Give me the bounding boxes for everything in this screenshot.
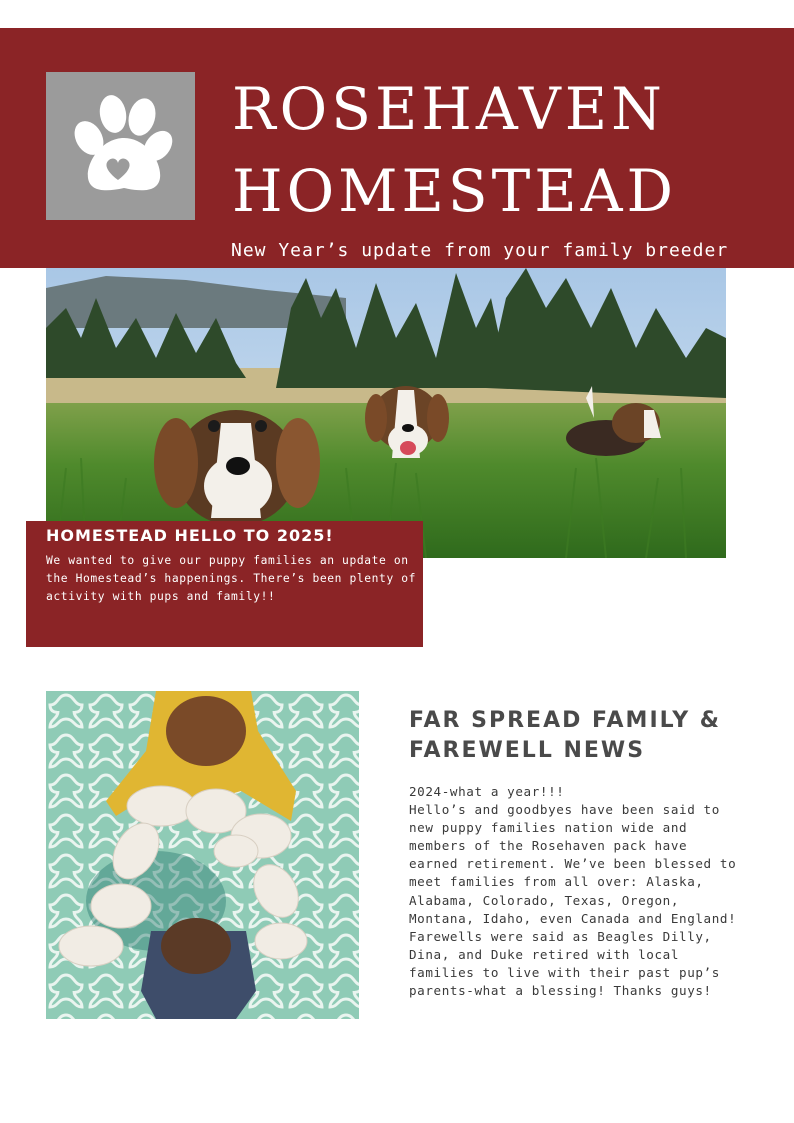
logo	[46, 72, 195, 220]
intro-heading: HOMESTEAD HELLO TO 2025!	[46, 526, 334, 545]
hero-puppies-photo	[46, 268, 726, 558]
news-lead: 2024-what a year!!!	[409, 784, 565, 799]
tagline: New Year’s update from your family breeder	[231, 240, 729, 261]
intro-text: We wanted to give our puppy families an update on the Homestead’s happenings. There’s been plenty of activity with pups and family!!	[46, 554, 417, 603]
title-line-2: HOMESTEAD	[232, 157, 678, 225]
news-heading: FAR SPREAD FAMILY & FAREWELL NEWS	[409, 708, 721, 763]
news-body-text: Hello’s and goodbyes have been said to new puppy families nation wide and members of the Rosehaven pack have earned retirement. We’ve been blessed to meet families from all over: Alaska, Alabama, Colorado, Texas, Oregon, Montana, Idaho, even Canada and England! Farewells were said as Beagles Dilly, Dina, and Duke retired with local families to live with their past pup’s parents-what a blessing! Thanks guys!	[409, 802, 737, 999]
child-with-puppies-photo	[46, 691, 359, 1019]
news-article	[409, 783, 739, 1000]
header-banner	[0, 28, 794, 268]
newsletter-title	[232, 68, 772, 232]
paw-heart-icon	[46, 72, 195, 220]
intro-callout	[26, 521, 423, 647]
title-line-1: ROSEHAVEN	[232, 75, 666, 143]
